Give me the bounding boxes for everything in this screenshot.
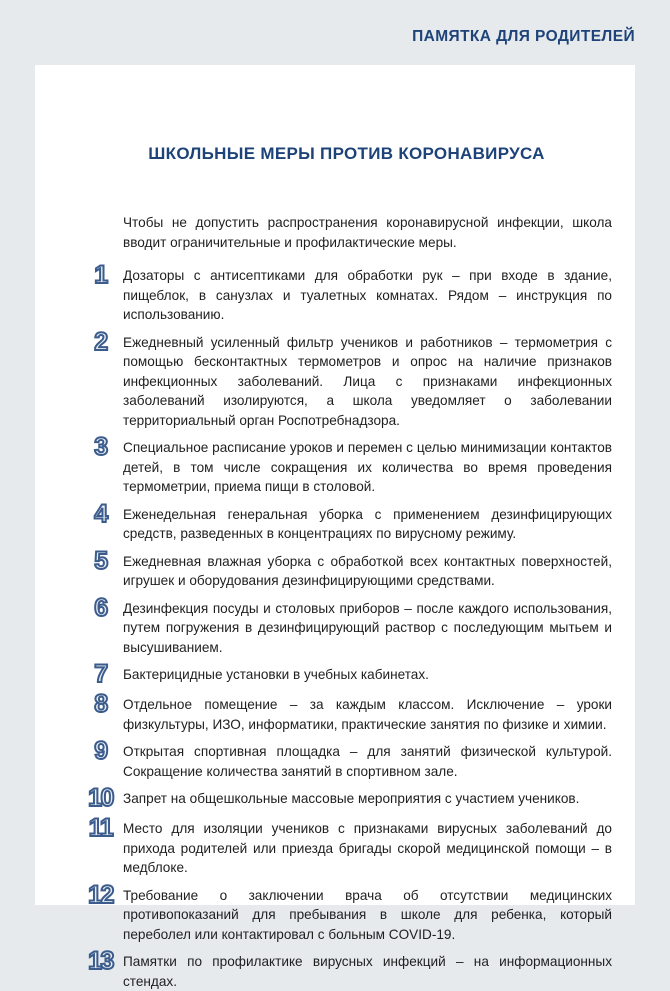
- item-number: 4: [94, 499, 107, 528]
- list-item: [81, 690, 612, 734]
- list-item: [81, 546, 612, 591]
- list-item: [81, 593, 612, 658]
- item-number: 11: [88, 814, 113, 842]
- item-number: 13: [88, 947, 113, 975]
- item-text: Дезинфекция посуды и столовых приборов – после каждого использования, путем погружения в дезинфицирующий раствор с последующим мытьем и высушиванием.: [123, 600, 612, 655]
- item-number: 6: [94, 593, 107, 622]
- item-number: 8: [94, 690, 107, 718]
- item-text: Бактерицидные установки в учебных кабинетах.: [123, 667, 429, 682]
- item-number: 10: [88, 784, 113, 812]
- item-text: Дозаторы с антисептиками для обработки рук – при входе в здание, пищеблок, в санузлах и туалетных комнатах. Рядом – инструкция по использованию.: [123, 268, 612, 322]
- item-text: Место для изоляции учеников с признаками вирусных заболеваний до прихода родителей или приезда бригады скорой медицинской помощи – в медблоке.: [123, 821, 612, 875]
- list-item: [81, 880, 612, 945]
- item-number: 1: [94, 261, 107, 289]
- item-number: 12: [88, 880, 113, 909]
- item-number: 3: [94, 433, 107, 461]
- list-item: [81, 261, 612, 325]
- item-number: 9: [94, 737, 107, 765]
- item-text: Памятки по профилактике вирусных инфекций – на информационных стендах.: [123, 954, 612, 989]
- list-item: [81, 814, 612, 878]
- header-label: ПАМЯТКА ДЛЯ РОДИТЕЛЕЙ: [412, 28, 635, 45]
- list-item: [81, 327, 612, 431]
- item-number: 7: [94, 660, 107, 688]
- item-text: Ежедневная влажная уборка с обработкой всех контактных поверхностей, игрушек и оборудования дезинфицирующими средствами.: [123, 553, 612, 588]
- item-text: Требование о заключении врача об отсутствии медицинских противопоказаний для пребывания в школе для ребенка, который переболел или контактировал с больным COVID-19.: [123, 887, 612, 942]
- list-item: [81, 499, 612, 544]
- item-text: Специальное расписание уроков и перемен с целью минимизации контактов детей, в том числе сокращения их количества во время проведения термометрии, приема пищи в столовой.: [123, 440, 612, 494]
- item-text: Запрет на общешкольные массовые мероприятия с участием учеников.: [123, 791, 580, 806]
- item-number: 2: [94, 327, 107, 356]
- list-item: [81, 737, 612, 781]
- memo-card: [35, 65, 635, 989]
- list-item: [81, 947, 612, 991]
- item-number: 5: [94, 546, 107, 575]
- list-item: [81, 660, 612, 688]
- intro-paragraph: Чтобы не допустить распространения коронавирусной инфекции, школа вводит ограничительные и профилактические меры.: [123, 215, 612, 250]
- list-item: [81, 784, 612, 812]
- item-text: Еженедельная генеральная уборка с применением дезинфицирующих средств, разведенных в концентрациях по вирусному режиму.: [123, 506, 612, 541]
- list-item: [81, 433, 612, 497]
- item-text: Ежедневный усиленный фильтр учеников и работников – термометрия с помощью бесконтактных термометров и опрос на наличие признаков инфекционных заболеваний. Лица с признаками инфекционных заболеваний изолируются, а школа уведомляет о заболевании территориальный орган Роспотребнадзора.: [123, 334, 612, 428]
- item-text: Отдельное помещение – за каждым классом. Исключение – уроки физкультуры, ИЗО, информатики, практические занятия по физике и химии.: [123, 697, 612, 732]
- measures-list: [81, 261, 612, 991]
- page-title: ШКОЛЬНЫЕ МЕРЫ ПРОТИВ КОРОНАВИРУСА: [148, 144, 545, 163]
- item-text: Открытая спортивная площадка – для занятий физической культурой. Сокращение количества занятий в спортивном зале.: [123, 744, 612, 779]
